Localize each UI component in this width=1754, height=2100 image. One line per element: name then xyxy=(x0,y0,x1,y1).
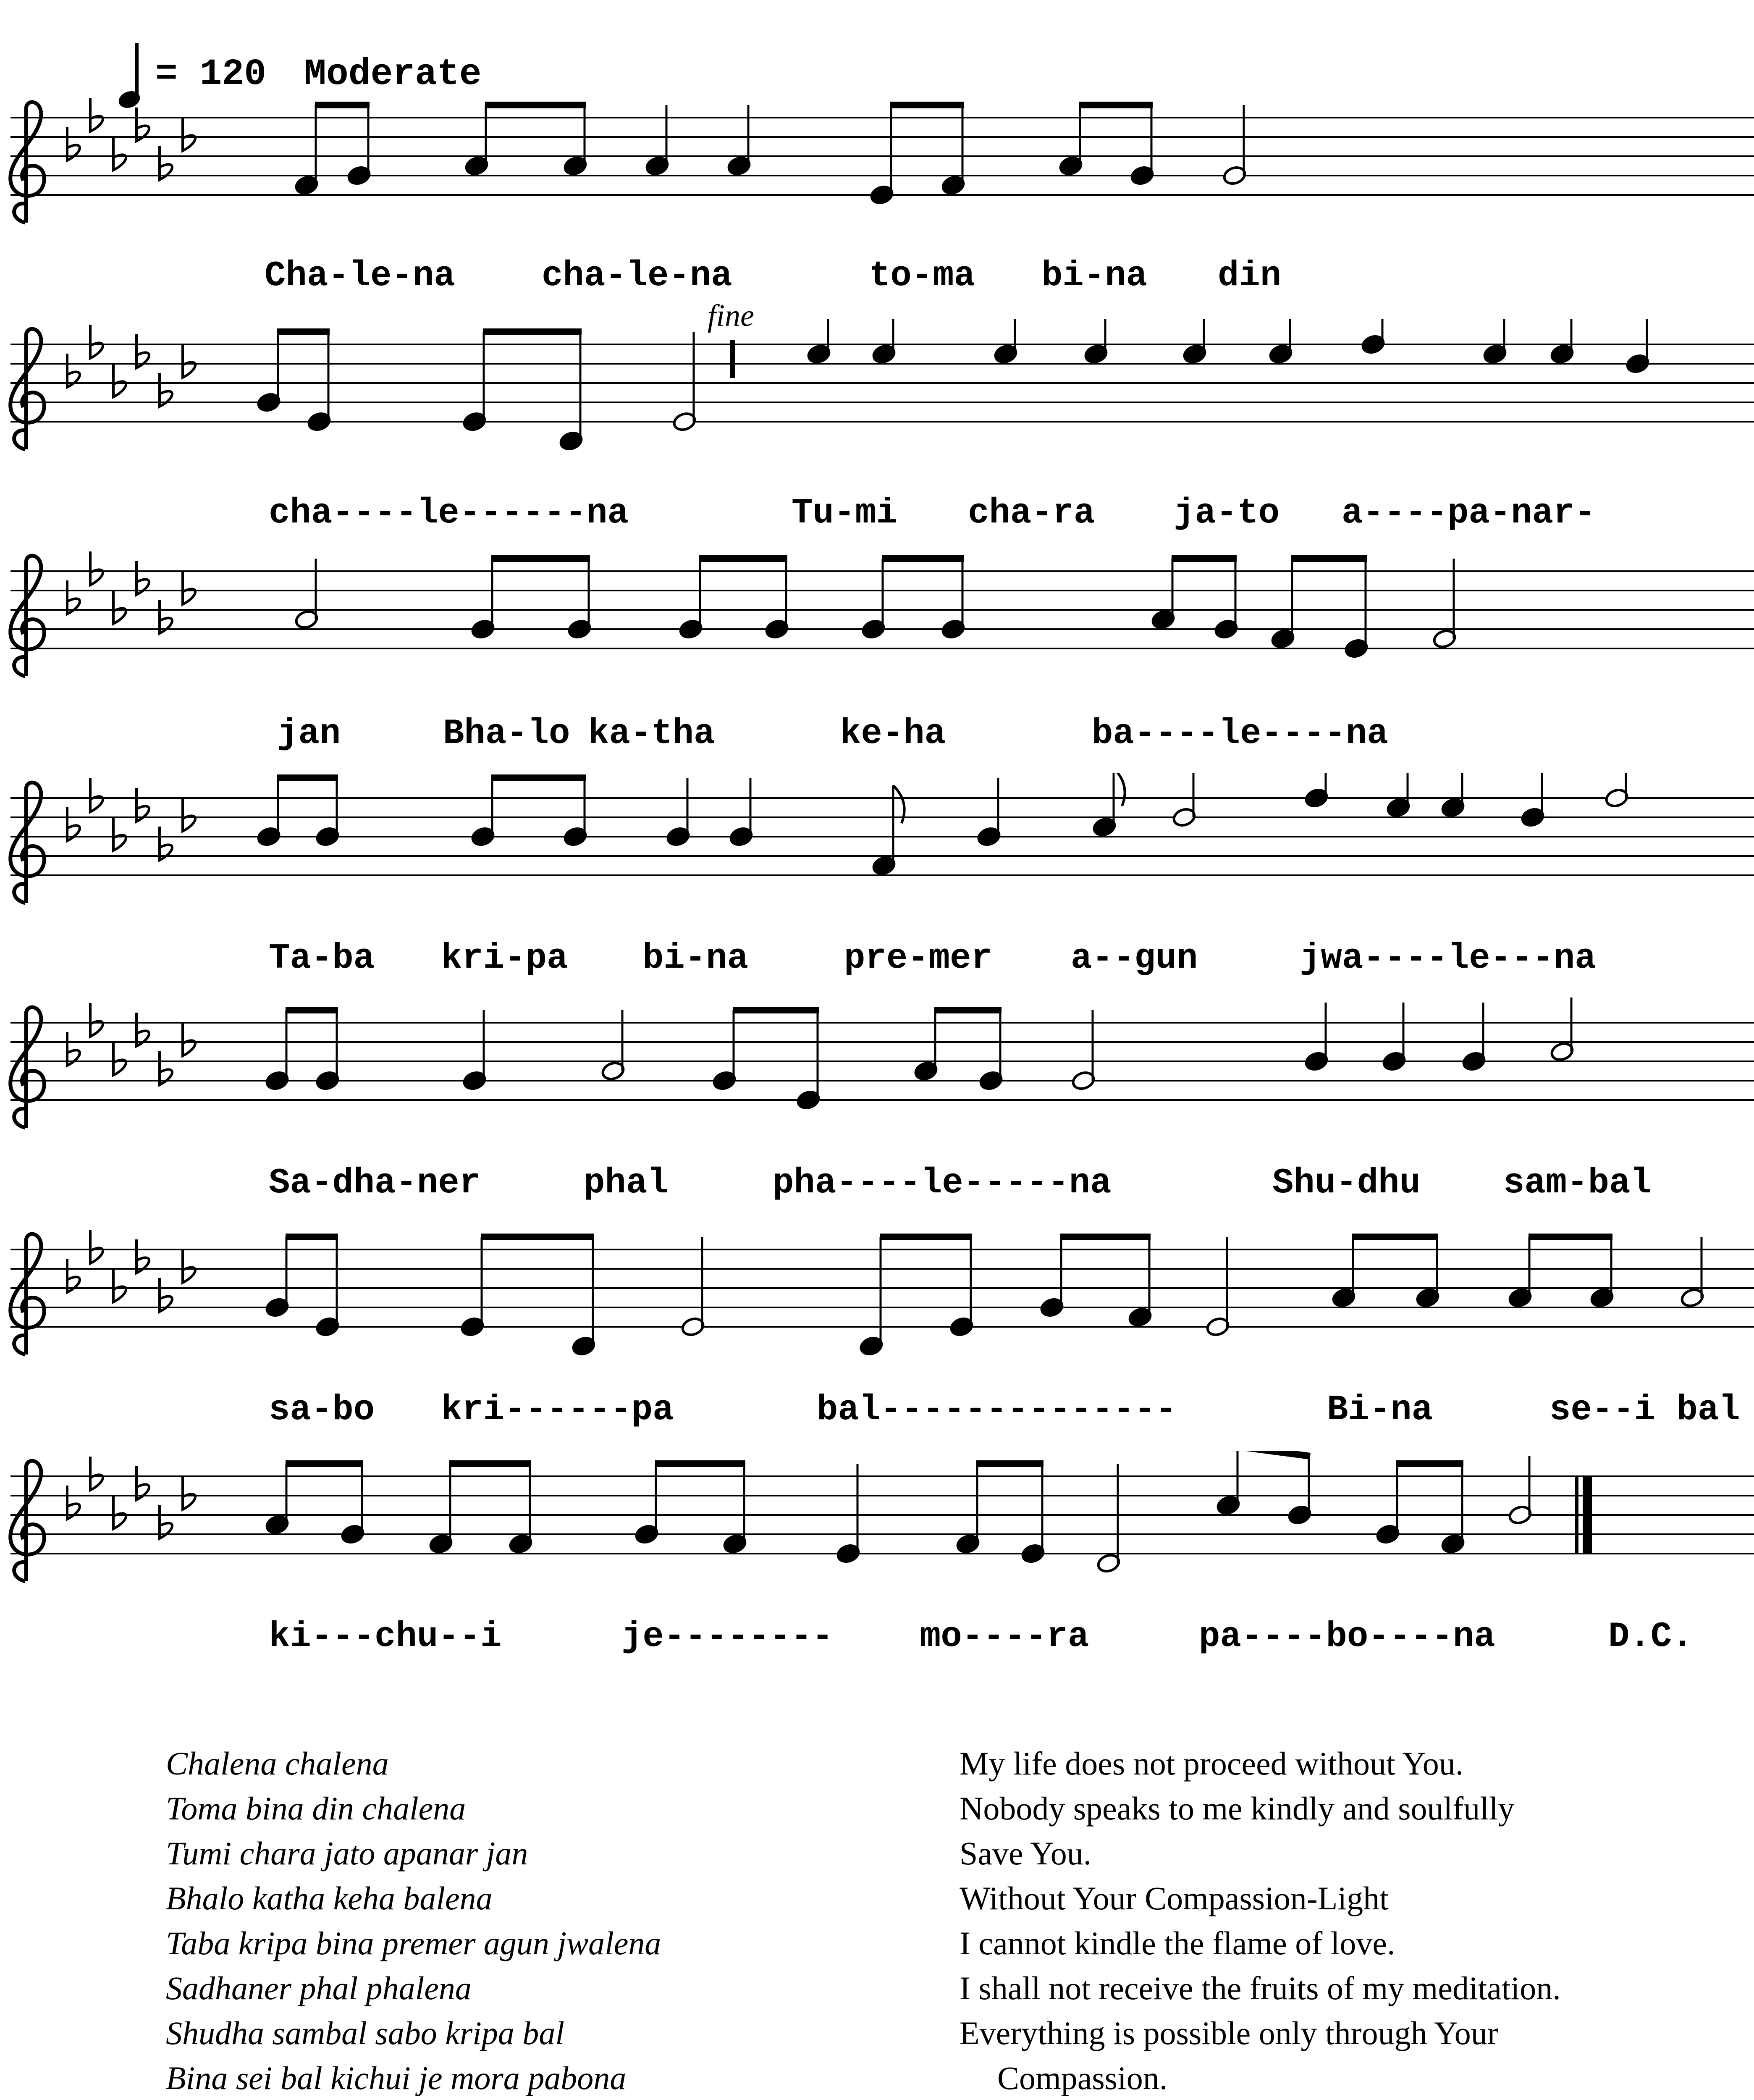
lyric-syllables: je-------- xyxy=(621,1617,834,1657)
treble-clef-shape xyxy=(10,556,45,676)
lyric-syllables: D.C. xyxy=(1608,1617,1693,1657)
treble-clef-shape xyxy=(10,1007,45,1128)
transliteration-line: Bhalo katha keha balena xyxy=(166,1880,493,1916)
transliteration-line: Shudha sambal sabo kripa bal xyxy=(166,2015,565,2051)
lyric-syllables: a--gun xyxy=(1071,939,1198,979)
flat-sign xyxy=(113,1268,126,1302)
staff-system xyxy=(0,1451,1754,1628)
lyric-syllables: bi-na xyxy=(1041,256,1148,296)
staff xyxy=(0,1224,1754,1401)
translation-line: Nobody speaks to me kindly and soulfully xyxy=(960,1790,1515,1827)
staff xyxy=(0,773,1754,949)
lyric-syllables: ba----le----na xyxy=(1092,714,1388,754)
translation-line: I shall not receive the fruits of my meditation. xyxy=(960,1970,1561,2006)
lyric-syllables: sa-bo xyxy=(269,1390,375,1430)
flat-sign xyxy=(113,1042,126,1075)
lyric-line xyxy=(0,1163,1754,1210)
translation-line: Without Your Compassion-Light xyxy=(960,1880,1389,1916)
treble-clef-icon xyxy=(10,1234,45,1354)
lyric-syllables: din xyxy=(1218,256,1282,296)
transliteration-line: Tumi chara jato apanar jan xyxy=(166,1835,528,1872)
lyric-line xyxy=(0,256,1754,302)
lyric-syllables: jwa----le---na xyxy=(1300,939,1596,979)
treble-clef-shape xyxy=(10,102,45,223)
transliteration-line: Sadhaner phal phalena xyxy=(166,1970,472,2006)
lyric-syllables: se--i bal xyxy=(1549,1390,1740,1430)
flat-sign xyxy=(113,590,126,624)
flat-sign xyxy=(183,1476,195,1509)
lyric-syllables: a----pa-nar- xyxy=(1342,494,1596,533)
staff-system xyxy=(0,998,1754,1174)
flat-sign xyxy=(90,325,103,358)
staff-system xyxy=(0,1224,1754,1401)
staff-system xyxy=(0,773,1754,949)
lyric-syllables: jan xyxy=(277,714,341,754)
tempo-word: Moderate xyxy=(304,53,482,95)
translation-line: Save You. xyxy=(960,1835,1092,1872)
lyric-syllables: sam-bal xyxy=(1503,1163,1652,1203)
lyric-syllables: phal xyxy=(584,1163,669,1203)
treble-clef-icon xyxy=(10,782,45,903)
lyric-syllables: to-ma xyxy=(869,256,975,296)
flat-sign xyxy=(113,1495,126,1529)
lyric-syllables: kri------pa xyxy=(441,1390,674,1430)
flat-sign xyxy=(90,1003,103,1037)
flat-sign xyxy=(183,571,195,604)
note-beam xyxy=(1237,1451,1310,1456)
treble-clef-icon xyxy=(10,1007,45,1128)
flat-sign xyxy=(113,363,126,397)
six-flats-icon xyxy=(67,1457,195,1538)
flat-sign xyxy=(90,551,103,585)
flat-sign xyxy=(90,98,103,131)
flat-sign xyxy=(113,817,126,850)
lyric-line xyxy=(0,1617,1754,1663)
lyric-syllables: mo----ra xyxy=(920,1617,1089,1657)
lyric-line xyxy=(0,714,1754,760)
flat-sign xyxy=(90,1230,103,1263)
lyric-syllables: Cha-le-na xyxy=(265,256,455,296)
staff xyxy=(0,546,1754,722)
translation-line: My life does not proceed without You. xyxy=(960,1745,1464,1782)
transliteration-line: Taba kripa bina premer agun jwalena xyxy=(166,1925,661,1961)
lyric-syllables: ka-tha xyxy=(588,714,715,754)
note-flag xyxy=(1114,773,1125,806)
flat-sign xyxy=(90,778,103,812)
lyric-syllables: ke-ha xyxy=(840,714,946,754)
treble-clef-shape xyxy=(10,1461,45,1581)
translation-line: Compassion. xyxy=(997,2060,1168,2096)
lyric-syllables: bi-na xyxy=(642,939,749,979)
fine-marking: fine xyxy=(708,299,754,333)
flat-sign xyxy=(90,1457,103,1490)
staff-system xyxy=(0,546,1754,722)
lyric-line xyxy=(0,939,1754,985)
staff-system xyxy=(0,299,1754,496)
transliteration-line: Chalena chalena xyxy=(166,1745,389,1782)
flat-sign xyxy=(183,1022,195,1056)
lyric-syllables: Bha-lo xyxy=(443,714,570,754)
six-flats-icon xyxy=(67,1230,195,1312)
transliteration-block xyxy=(166,1741,964,2100)
lyric-syllables: pa----bo----na xyxy=(1199,1617,1495,1657)
staff-system xyxy=(0,92,1754,269)
treble-clef-icon xyxy=(10,556,45,676)
lyric-line xyxy=(0,494,1754,540)
six-flats-icon xyxy=(67,98,195,180)
lyric-syllables: kri-pa xyxy=(441,939,568,979)
staff xyxy=(0,1451,1754,1628)
lyric-syllables: ja-to xyxy=(1174,494,1280,533)
tempo-bpm: = 120 xyxy=(155,53,267,95)
six-flats-icon xyxy=(67,1003,195,1085)
lyric-syllables: cha-ra xyxy=(968,494,1095,533)
staff xyxy=(0,92,1754,269)
lyric-syllables: Shu-dhu xyxy=(1272,1163,1421,1203)
six-flats-icon xyxy=(67,551,195,633)
flat-sign xyxy=(113,136,126,170)
six-flats-icon xyxy=(67,778,195,860)
treble-clef-shape xyxy=(10,329,45,449)
flat-sign xyxy=(183,117,195,151)
flat-sign xyxy=(183,1249,195,1283)
lyric-syllables: cha----le------na xyxy=(269,494,629,533)
lyric-syllables: Tu-mi xyxy=(792,494,898,533)
treble-clef-shape xyxy=(10,1234,45,1354)
lyric-line xyxy=(0,1390,1754,1436)
lyric-syllables: cha-le-na xyxy=(542,256,732,296)
treble-clef-icon xyxy=(10,102,45,223)
lyric-syllables: Bi-na xyxy=(1327,1390,1433,1430)
lyric-syllables: pha----le-----na xyxy=(773,1163,1112,1203)
lyric-syllables: ki---chu--i xyxy=(269,1617,502,1657)
lyric-syllables: pre-mer xyxy=(844,939,992,979)
lyric-syllables: Sa-dha-ner xyxy=(269,1163,481,1203)
treble-clef-icon xyxy=(10,1461,45,1581)
staff xyxy=(0,319,1754,496)
lyric-syllables: bal-------------- xyxy=(817,1390,1177,1430)
translation-line: I cannot kindle the flame of love. xyxy=(960,1925,1395,1961)
transliteration-line: Toma bina din chalena xyxy=(166,1790,466,1827)
flat-sign xyxy=(183,798,195,831)
transliteration-line: Bina sei bal kichui je mora pabona xyxy=(166,2060,627,2096)
translation-line: Everything is possible only through Your xyxy=(960,2015,1498,2051)
translation-block xyxy=(960,1741,1749,2100)
treble-clef-shape xyxy=(10,782,45,903)
lyric-syllables: Ta-ba xyxy=(269,939,375,979)
treble-clef-icon xyxy=(10,329,45,449)
staff xyxy=(0,998,1754,1174)
flat-sign xyxy=(183,344,195,378)
six-flats-icon xyxy=(67,325,195,407)
